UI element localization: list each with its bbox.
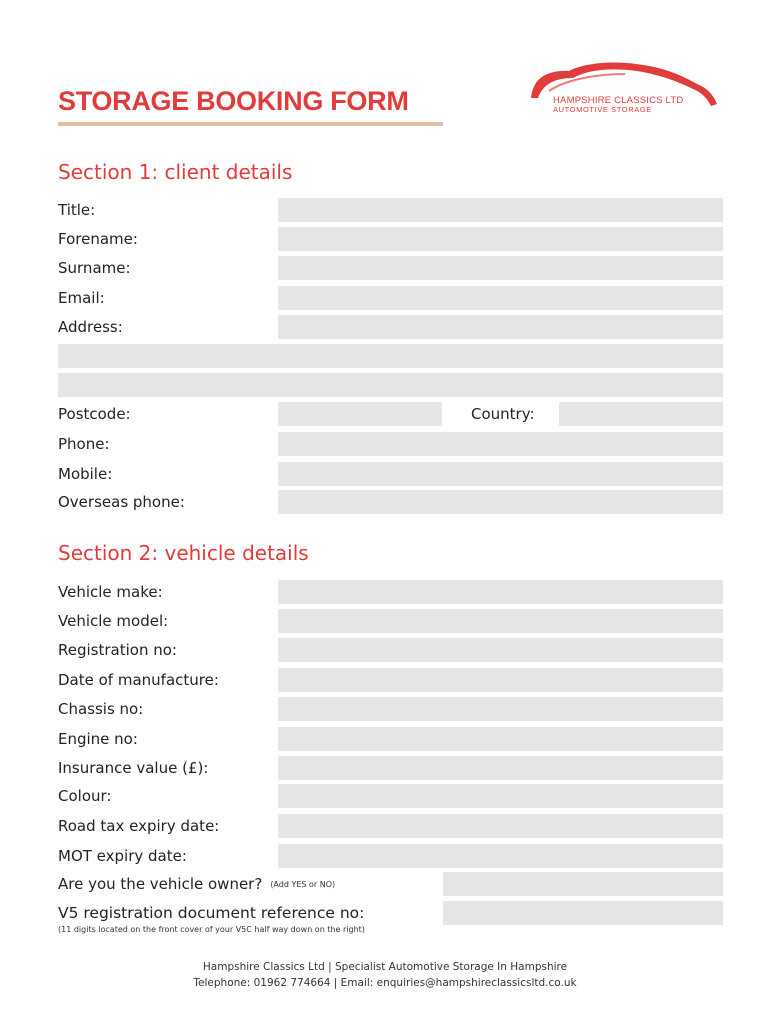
insurance-value-field[interactable] <box>278 756 723 780</box>
vehicle-model-field[interactable] <box>278 609 723 633</box>
manufacture-date-field[interactable] <box>278 668 723 692</box>
colour-label: Colour: <box>58 787 112 805</box>
registration-field[interactable] <box>278 638 723 662</box>
road-tax-label: Road tax expiry date: <box>58 817 220 835</box>
vehicle-model-label: Vehicle model: <box>58 612 169 630</box>
section1-heading: Section 1: client details <box>58 160 293 184</box>
footer-line1: Hampshire Classics Ltd | Specialist Automotive Storage In Hampshire <box>202 961 568 973</box>
manufacture-date-label: Date of manufacture: <box>58 671 219 689</box>
vehicle-make-field[interactable] <box>278 580 723 604</box>
overseas-phone-field[interactable] <box>278 490 723 514</box>
section2-heading: Section 2: vehicle details <box>58 541 309 565</box>
forename-label: Forename: <box>58 230 138 248</box>
logo-tagline: AUTOMOTIVE STORAGE <box>553 105 652 114</box>
owner-field[interactable] <box>443 872 723 896</box>
v5-note: (11 digits located on the front cover of your V5C half way down on the right) <box>58 925 365 934</box>
form-title: STORAGE BOOKING FORM <box>58 86 409 116</box>
vehicle-make-label: Vehicle make: <box>58 583 163 601</box>
v5-field[interactable] <box>443 901 723 925</box>
surname-field[interactable] <box>278 256 723 280</box>
email-label: Email: <box>58 289 105 307</box>
mot-expiry-label: MOT expiry date: <box>58 847 187 865</box>
address-field-line1[interactable] <box>278 315 723 339</box>
company-logo <box>525 58 725 120</box>
email-field[interactable] <box>278 286 723 310</box>
mobile-field[interactable] <box>278 462 723 486</box>
surname-label: Surname: <box>58 259 131 277</box>
forename-field[interactable] <box>278 227 723 251</box>
country-field[interactable] <box>559 402 723 426</box>
footer-line2: Telephone: 01962 774664 | Email: enquiries@hampshireclassicsltd.co.uk <box>193 977 577 989</box>
address-field-line3[interactable] <box>58 373 723 397</box>
title-underline <box>58 122 443 126</box>
postcode-label: Postcode: <box>58 405 131 423</box>
owner-hint: (Add YES or NO) <box>270 879 336 889</box>
v5-label: V5 registration document reference no: <box>58 904 365 922</box>
phone-field[interactable] <box>278 432 723 456</box>
country-label: Country: <box>471 405 535 423</box>
mobile-label: Mobile: <box>58 465 113 483</box>
insurance-value-label: Insurance value (£): <box>58 759 209 777</box>
overseas-phone-label: Overseas phone: <box>58 493 185 511</box>
title-field[interactable] <box>278 198 723 222</box>
title-label: Title: <box>58 201 96 219</box>
address-label: Address: <box>58 318 123 336</box>
engine-label: Engine no: <box>58 730 138 748</box>
chassis-field[interactable] <box>278 697 723 721</box>
chassis-label: Chassis no: <box>58 700 144 718</box>
owner-question <box>58 872 335 896</box>
address-field-line2[interactable] <box>58 344 723 368</box>
road-tax-field[interactable] <box>278 814 723 838</box>
logo-company-name: HAMPSHIRE CLASSICS LTD <box>553 95 684 106</box>
phone-label: Phone: <box>58 435 110 453</box>
postcode-field[interactable] <box>278 402 442 426</box>
engine-field[interactable] <box>278 727 723 751</box>
registration-label: Registration no: <box>58 641 177 659</box>
colour-field[interactable] <box>278 784 723 808</box>
mot-expiry-field[interactable] <box>278 844 723 868</box>
owner-label: Are you the vehicle owner? <box>58 875 263 893</box>
